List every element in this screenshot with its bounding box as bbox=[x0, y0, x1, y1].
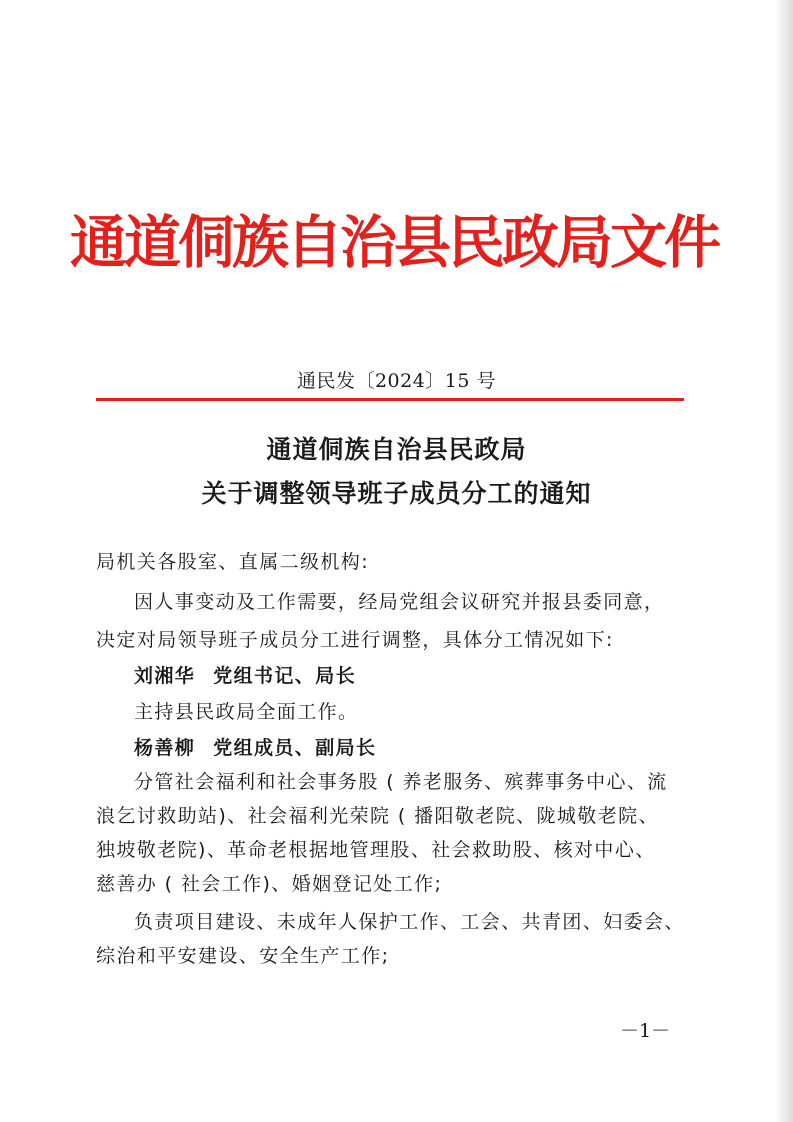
title-line-2: 关于调整领导班子成员分工的通知 bbox=[201, 479, 592, 508]
duty-line: 主持县民政局全面工作。 bbox=[134, 701, 359, 723]
leader-heading bbox=[134, 733, 376, 760]
leader-position: 党组书记、局长 bbox=[213, 665, 357, 687]
duty-line: 分管社会福利和社会事务股 ( 养老服务、殡葬事务中心、流 bbox=[134, 771, 668, 793]
document-number: 通民发〔2024〕15 号 bbox=[296, 370, 497, 392]
leader-position: 党组成员、副局长 bbox=[213, 737, 377, 759]
scan-edge-shadow bbox=[775, 0, 793, 1122]
intro-line-2: 决定对局领导班子成员分工进行调整，具体分工情况如下: bbox=[96, 629, 614, 651]
red-divider-line bbox=[96, 398, 684, 401]
title-line-1: 通道侗族自治县民政局 bbox=[266, 435, 527, 464]
document-masthead: 通道侗族自治县民政局文件 bbox=[70, 210, 718, 276]
duty-line: 综治和平安建设、安全生产工作; bbox=[96, 945, 390, 967]
leader-name: 杨善柳 bbox=[134, 737, 196, 759]
duty-line: 慈善办 ( 社会工作)、婚姻登记处工作; bbox=[96, 873, 443, 895]
page-number: －1－ bbox=[620, 1020, 671, 1042]
duty-line: 独坡敬老院)、革命老根据地管理股、社会救助股、核对中心、 bbox=[96, 839, 656, 861]
leader-name: 刘湘华 bbox=[134, 665, 196, 687]
leader-heading bbox=[134, 661, 356, 688]
addressee: 局机关各股室、直属二级机构: bbox=[96, 551, 370, 573]
duty-line: 浪乞讨救助站)、社会福利光荣院 ( 播阳敬老院、陇城敬老院、 bbox=[96, 805, 659, 827]
intro-line-1: 因人事变动及工作需要，经局党组会议研究并报县委同意， bbox=[134, 591, 665, 613]
duty-line: 负责项目建设、未成年人保护工作、工会、共青团、妇委会、 bbox=[134, 911, 685, 933]
